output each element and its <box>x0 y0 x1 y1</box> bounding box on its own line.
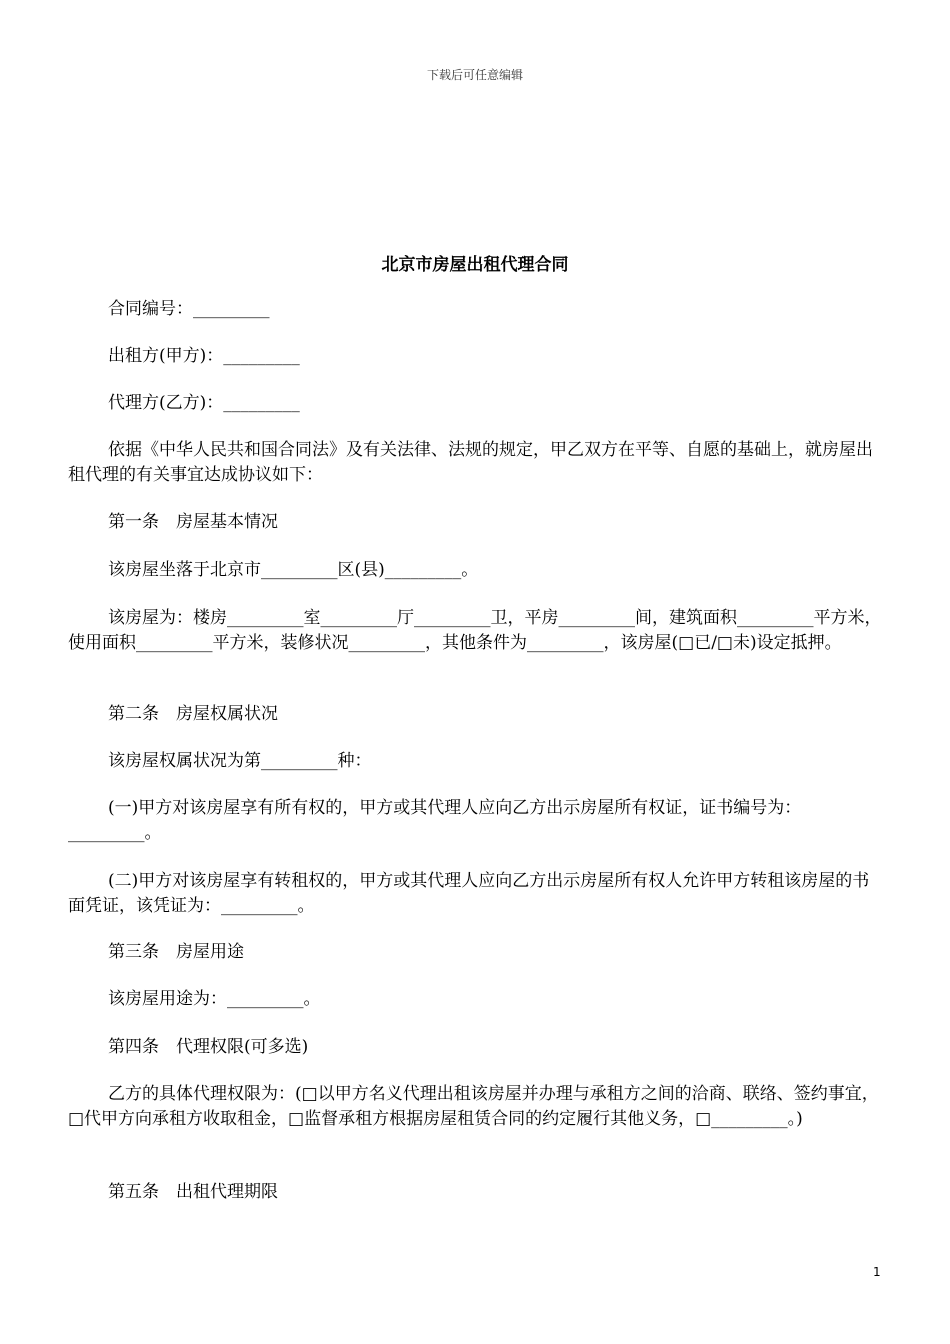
ownership-type: 该房屋权属状况为第_________种： <box>108 751 372 771</box>
document-title: 北京市房屋出租代理合同 <box>381 255 569 275</box>
article-3-heading: 第三条 房屋用途 <box>108 942 244 962</box>
ownership-clause-2: (二)甲方对该房屋享有转租权的，甲方或其代理人应向乙方出示房屋所有权人允许甲方转租该房屋的书面凭证，该凭证为：_________。 <box>68 871 870 916</box>
agency-authority: 乙方的具体代理权限为：(□以甲方名义代理出租该房屋并办理与承租方之间的洽商、联络、签约事宜，□代甲方向承租方收取租金，□监督承租方根据房屋租赁合同的约定履行其他义务，□_________。) <box>68 1084 879 1129</box>
agent-party: 代理方(乙方)：_________ <box>108 393 300 413</box>
page-number: 1 <box>873 1265 881 1279</box>
property-details: 该房屋为：楼房_________室_________厅_________卫，平房_________间，建筑面积_________平方米，使用面积_________平方米，装修状况_________，其他条件为_________，该房屋(□已/□未)设定抵押。 <box>68 608 882 653</box>
preamble-paragraph: 依据《中华人民共和国合同法》及有关法律、法规的规定，甲乙双方在平等、自愿的基础上，就房屋出租代理的有关事宜达成协议如下： <box>68 440 873 485</box>
article-1-heading: 第一条 房屋基本情况 <box>108 512 278 532</box>
lessor-party: 出租方(甲方)：_________ <box>108 346 300 366</box>
ownership-clause-1: (一)甲方对该房屋享有所有权的，甲方或其代理人应向乙方出示房屋所有权证，证书编号为：_________。 <box>68 798 802 843</box>
article-2-heading: 第二条 房屋权属状况 <box>108 704 278 724</box>
contract-number: 合同编号：_________ <box>108 299 270 319</box>
article-4-heading: 第四条 代理权限(可多选) <box>108 1037 309 1057</box>
header-note: 下载后可任意编辑 <box>426 68 523 82</box>
property-location: 该房屋坐落于北京市_________区(县)_________。 <box>108 560 479 580</box>
article-5-heading: 第五条 出租代理期限 <box>108 1182 278 1202</box>
property-usage: 该房屋用途为：_________。 <box>108 989 321 1009</box>
